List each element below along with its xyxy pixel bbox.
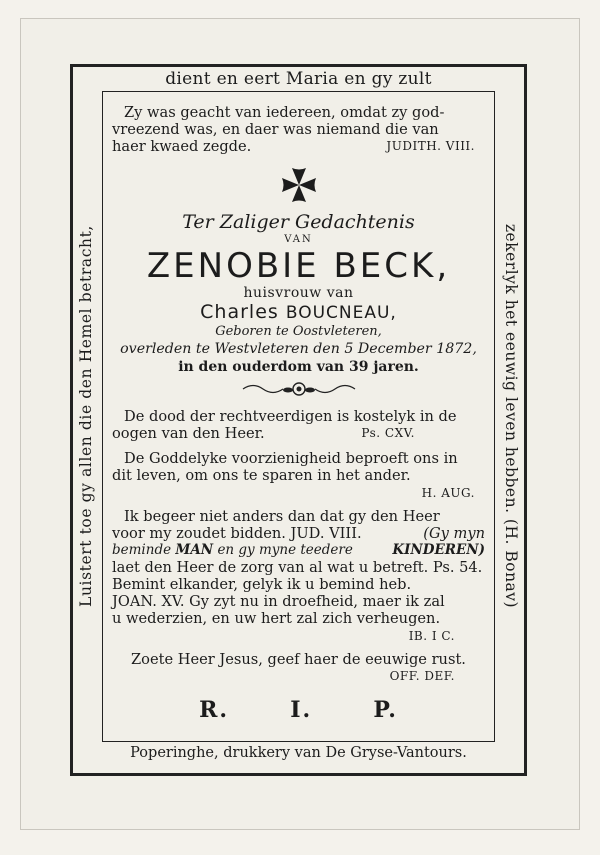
prayer-line-5: Bemint elkander, gelyk ik u bemind heb. — [112, 576, 412, 593]
prayer-line-4: laet den Heer de zorg van al wat u betreft. Ps. 54. — [112, 559, 483, 576]
verse-1-citation: Ps. CXV. — [361, 426, 415, 440]
intro-line-3 — [112, 138, 485, 155]
frame-right-text: zekerlyk het eeuwig leven hebben. (H. Bonav) — [502, 223, 520, 609]
verse-2-citation: H. AUG. — [421, 486, 475, 500]
verse-1-line-1: De dood der rechtveerdigen is kostelyk in de — [124, 408, 457, 425]
card-content — [112, 96, 485, 736]
deceased-name: ZENOBIE BECK, — [146, 246, 451, 286]
prayer-line-7: u wederzien, en uw hert zal zich verheugen. — [112, 610, 441, 627]
frame-bottom-text: Poperinghe, drukkery van De Gryse-Vantours. — [130, 745, 467, 761]
intro-citation: JUDITH. VIII. — [386, 139, 475, 153]
husband-first-name: Charles — [200, 301, 279, 323]
age-line: in den ouderdom van 39 jaren. — [178, 359, 419, 375]
prayer-citation: IB. I C. — [408, 629, 455, 643]
intro-line-2: vreezend was, en daer was niemand die van — [112, 121, 439, 138]
death-line: overleden te Westvleteren den 5 December 1872, — [120, 341, 477, 357]
prayer-line-3b: MAN — [175, 542, 214, 558]
rip-p: P. — [373, 697, 398, 723]
verse-1-line-2-text: oogen van den Heer. — [112, 425, 265, 442]
prayer-line-1: Ik begeer niet anders dan dat gy den Heer — [124, 508, 440, 525]
frame-left-text: Luistert toe gy allen die den Hemel betracht, — [77, 225, 95, 607]
closing-prayer: Zoete Heer Jesus, geef haer de eeuwige rust. — [131, 651, 466, 668]
intro-line-3-text: haer kwaed zegde. — [112, 138, 252, 155]
wife-of-label: huisvrouw van — [243, 285, 354, 301]
rip-line — [169, 697, 429, 723]
husband-name — [112, 301, 485, 324]
birth-line: Geboren te Oostvleteren, — [215, 324, 382, 339]
memorial-heading: Ter Zaliger Gedachtenis — [182, 211, 415, 233]
prayer-line-3a: beminde — [112, 542, 172, 558]
verse-1-line-2 — [112, 425, 485, 442]
intro-line-1: Zy was geacht van iedereen, omdat zy god- — [124, 104, 445, 121]
prayer-line-6: JOAN. XV. Gy zyt nu in droefheid, maer ik zal — [112, 593, 445, 610]
rose-ornament-icon — [239, 380, 359, 398]
frame-top-text: dient en eert Maria en gy zult — [165, 69, 432, 89]
closing-citation: OFF. DEF. — [389, 669, 455, 683]
van-label: VAN — [284, 234, 313, 245]
prayer-line-2 — [112, 525, 485, 542]
prayer-line-3d: KINDEREN) — [392, 542, 485, 558]
rip-i: I. — [290, 697, 313, 723]
husband-last-name: BOUCNEAU, — [285, 303, 397, 323]
prayer-line-3 — [112, 542, 485, 559]
prayer-line-2a: voor my zoudet bidden. JUD. VIII. — [112, 525, 362, 542]
rip-r: R. — [199, 697, 230, 723]
cross-icon — [279, 165, 319, 205]
prayer-line-3c: en gy myne teedere — [217, 542, 353, 558]
verse-2-line-1: De Goddelyke voorzienigheid beproeft ons in — [124, 450, 458, 467]
verse-2-line-2: dit leven, om ons te sparen in het ander. — [112, 467, 411, 484]
prayer-line-2b: (Gy myn — [423, 525, 485, 542]
